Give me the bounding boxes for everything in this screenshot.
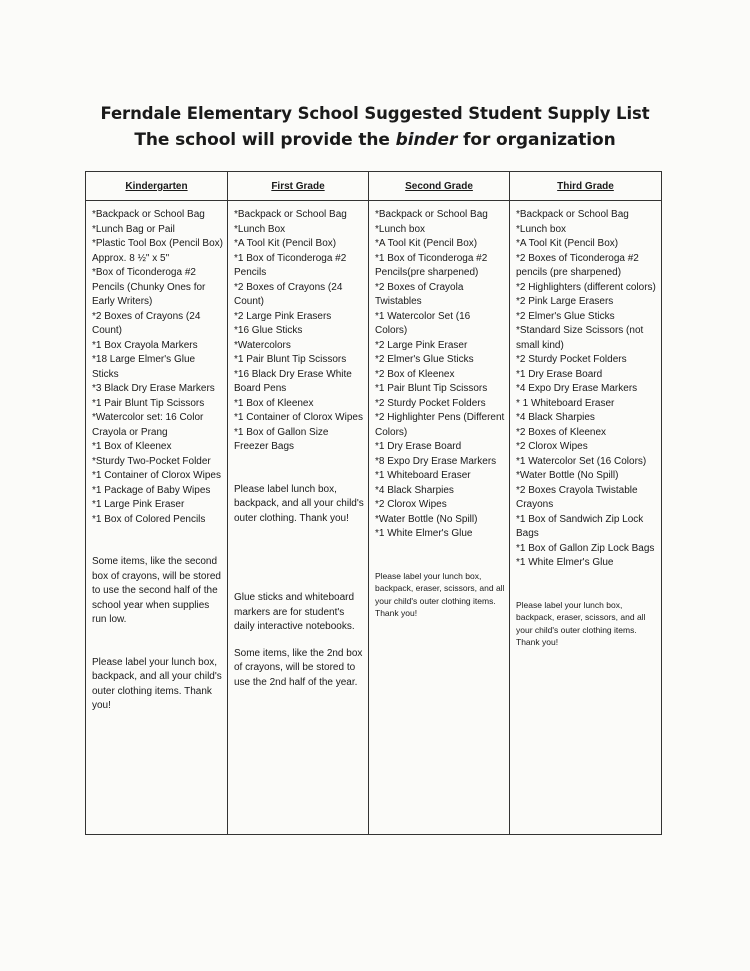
first-grade-note-storage: Some items, like the 2nd box of crayons, will be stored to use the 2nd half of the year.: [234, 647, 363, 688]
list-item: *1 Box of Ticonderoga #2 Pencils: [234, 252, 347, 278]
list-item: *1 Box of Ticonderoga #2 Pencils(pre sharpened): [375, 252, 488, 278]
list-item: *Lunch box: [375, 223, 426, 235]
list-item: *Lunch box: [516, 223, 567, 235]
list-item: *Watercolor set: 16 Color Crayola or Prang: [92, 412, 204, 438]
list-item: *1 Box Crayola Markers: [92, 339, 198, 351]
list-item: *Water Bottle (No Spill): [375, 513, 478, 525]
list-item: *2 Elmer's Glue Sticks: [375, 354, 474, 365]
list-item: *2 Boxes of Kleenex: [516, 426, 607, 438]
list-item: *1 White Elmer's Glue: [375, 528, 473, 539]
list-item: *1 Whiteboard Eraser: [375, 470, 471, 481]
list-item: *1 Dry Erase Board: [516, 368, 603, 380]
list-item: *2 Box of Kleenex: [375, 368, 455, 380]
list-item: *Backpack or School Bag: [516, 209, 629, 220]
list-item: *Watercolors: [234, 339, 291, 351]
list-item: *1 Box of Colored Pencils: [92, 513, 206, 525]
subtitle-emphasis: binder: [395, 130, 458, 150]
supply-table: [85, 171, 662, 835]
list-item: *8 Expo Dry Erase Markers: [375, 455, 497, 467]
list-item: *1 Pair Blunt Tip Scissors: [92, 397, 205, 409]
header-kindergarten: Kindergarten: [86, 172, 228, 201]
list-item: *2 Sturdy Pocket Folders: [375, 397, 486, 409]
list-item: *1 Container of Clorox Wipes: [234, 412, 363, 423]
list-item: *Box of Ticonderoga #2 Pencils (Chunky Ones for Early Writers): [92, 267, 206, 307]
list-item: * 1 Whiteboard Eraser: [516, 397, 615, 409]
list-item: *1 Box of Kleenex: [234, 397, 314, 409]
list-item: *Lunch Bag or Pail: [92, 223, 175, 235]
first-grade-note-label: Please label lunch box, backpack, and all your child's outer clothing. Thank you!: [234, 483, 364, 524]
list-item: *A Tool Kit (Pencil Box): [516, 238, 619, 249]
header-first-grade: First Grade: [228, 172, 369, 201]
list-item: *A Tool Kit (Pencil Box): [234, 238, 337, 249]
second-grade-note-label: Please label your lunch box, backpack, eraser, scissors, and all your child's outer clothing items. Thank you!: [375, 570, 505, 618]
list-item: *2 Large Pink Erasers: [234, 310, 332, 322]
list-item: *Lunch Box: [234, 223, 286, 235]
list-item: *1 Large Pink Eraser: [92, 499, 185, 510]
page-title: Ferndale Elementary School Suggested Student Supply List: [100, 104, 650, 123]
third-grade-list: [510, 201, 661, 834]
kindergarten-note-storage: Some items, like the second box of crayons, will be stored to use the second half of the school year when supplies run low.: [92, 556, 221, 625]
list-item: *1 Container of Clorox Wipes: [92, 470, 221, 481]
list-item: *2 Highlighter Pens (Different Colors): [375, 412, 505, 438]
list-item: *2 Boxes of Crayons (24 Count): [92, 310, 201, 336]
list-item: *3 Black Dry Erase Markers: [92, 383, 215, 394]
list-item: *4 Expo Dry Erase Markers: [516, 383, 638, 394]
list-item: *2 Clorox Wipes: [375, 499, 447, 510]
list-item: *A Tool Kit (Pencil Box): [375, 238, 478, 249]
first-grade-list: [228, 201, 369, 834]
list-item: *Plastic Tool Box (Pencil Box) Approx. 8 ½" x 5": [92, 238, 223, 264]
list-item: *2 Boxes of Crayola Twistables: [375, 281, 464, 307]
subtitle-pre: The school will provide the: [134, 130, 396, 150]
list-item: *Backpack or School Bag: [92, 209, 205, 220]
list-item: *2 Boxes of Ticonderoga #2 pencils (pre sharpened): [516, 252, 639, 278]
list-item: *1 Box of Kleenex: [92, 441, 172, 452]
kindergarten-list: [86, 201, 228, 834]
list-item: *1 Package of Baby Wipes: [92, 484, 211, 496]
list-item: *2 Boxes Crayola Twistable Crayons: [516, 484, 638, 510]
third-grade-note-label: Please label your lunch box, backpack, eraser, scissors, and all your child's outer clothing items. Thank you!: [516, 599, 646, 647]
list-item: *4 Black Sharpies: [375, 484, 454, 496]
list-item: *Standard Size Scissors (not small kind): [516, 325, 644, 351]
list-item: *2 Pink Large Erasers: [516, 296, 614, 307]
list-item: *1 Watercolor Set (16 Colors): [516, 455, 647, 467]
second-grade-list: [369, 201, 510, 834]
list-item: *1 Box of Gallon Zip Lock Bags: [516, 542, 655, 554]
list-item: *2 Clorox Wipes: [516, 441, 588, 452]
list-item: *2 Boxes of Crayons (24 Count): [234, 281, 343, 307]
list-item: *1 Pair Blunt Tip Scissors: [234, 354, 347, 365]
list-item: *16 Glue Sticks: [234, 325, 303, 336]
list-item: *1 Dry Erase Board: [375, 441, 462, 452]
list-item: *16 Black Dry Erase White Board Pens: [234, 368, 352, 394]
list-item: *1 Box of Gallon Size Freezer Bags: [234, 426, 329, 452]
list-item: *4 Black Sharpies: [516, 412, 595, 423]
subtitle-post: for organization: [457, 130, 616, 150]
list-item: *Backpack or School Bag: [375, 209, 488, 220]
list-item: *2 Sturdy Pocket Folders: [516, 354, 627, 365]
list-item: *18 Large Elmer's Glue Sticks: [92, 354, 196, 380]
first-grade-note-notebooks: Glue sticks and whiteboard markers are for student's daily interactive notebooks.: [234, 592, 355, 632]
list-item: *1 Box of Sandwich Zip Lock Bags: [516, 513, 644, 539]
kindergarten-note-label: Please label your lunch box, backpack, and all your child's outer clothing items. Thank you!: [92, 656, 222, 711]
list-item: *1 White Elmer's Glue: [516, 557, 614, 568]
list-item: *Sturdy Two-Pocket Folder: [92, 455, 211, 467]
list-item: *Water Bottle (No Spill): [516, 470, 619, 481]
header-second-grade: Second Grade: [369, 172, 510, 201]
list-item: *1 Watercolor Set (16 Colors): [375, 310, 471, 336]
list-item: *2 Highlighters (different colors): [516, 281, 656, 293]
page-subtitle: [0, 130, 750, 150]
list-item: *2 Elmer's Glue Sticks: [516, 310, 615, 322]
header-third-grade: Third Grade: [510, 172, 661, 201]
list-item: *2 Large Pink Eraser: [375, 339, 468, 351]
list-item: *1 Pair Blunt Tip Scissors: [375, 383, 488, 394]
list-item: *Backpack or School Bag: [234, 209, 347, 220]
